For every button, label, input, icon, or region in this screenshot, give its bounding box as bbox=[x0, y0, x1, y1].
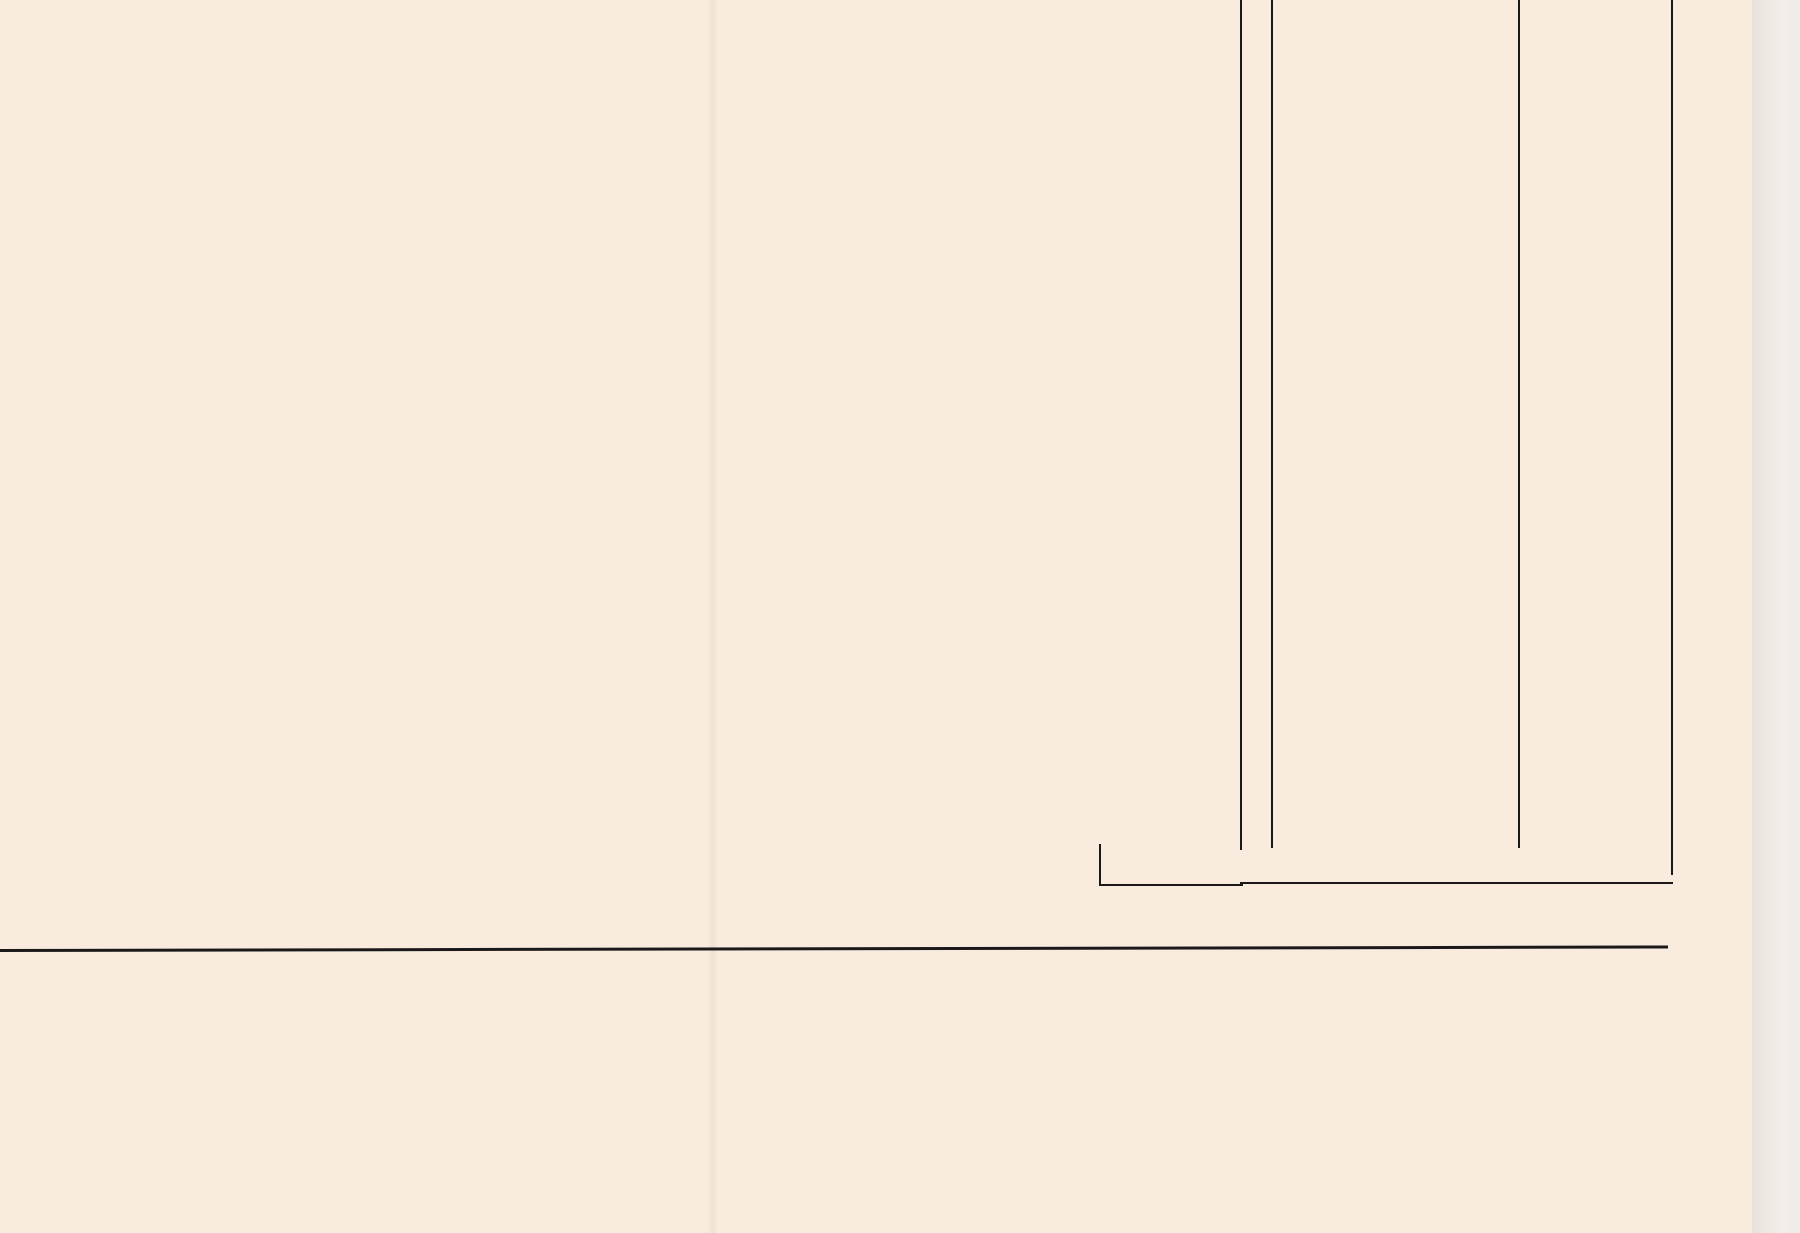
total-label bbox=[1101, 846, 1241, 886]
bottom-rule bbox=[0, 946, 1668, 952]
column-rule-description bbox=[1240, 0, 1242, 850]
column-rule-check bbox=[1271, 0, 1273, 848]
paper-fold bbox=[708, 0, 718, 1233]
total-tons bbox=[1273, 844, 1498, 884]
background-surface bbox=[1752, 0, 1800, 1233]
column-rule-percent bbox=[1671, 0, 1673, 875]
column-rule-tons bbox=[1518, 0, 1520, 848]
total-percent bbox=[1520, 840, 1660, 880]
